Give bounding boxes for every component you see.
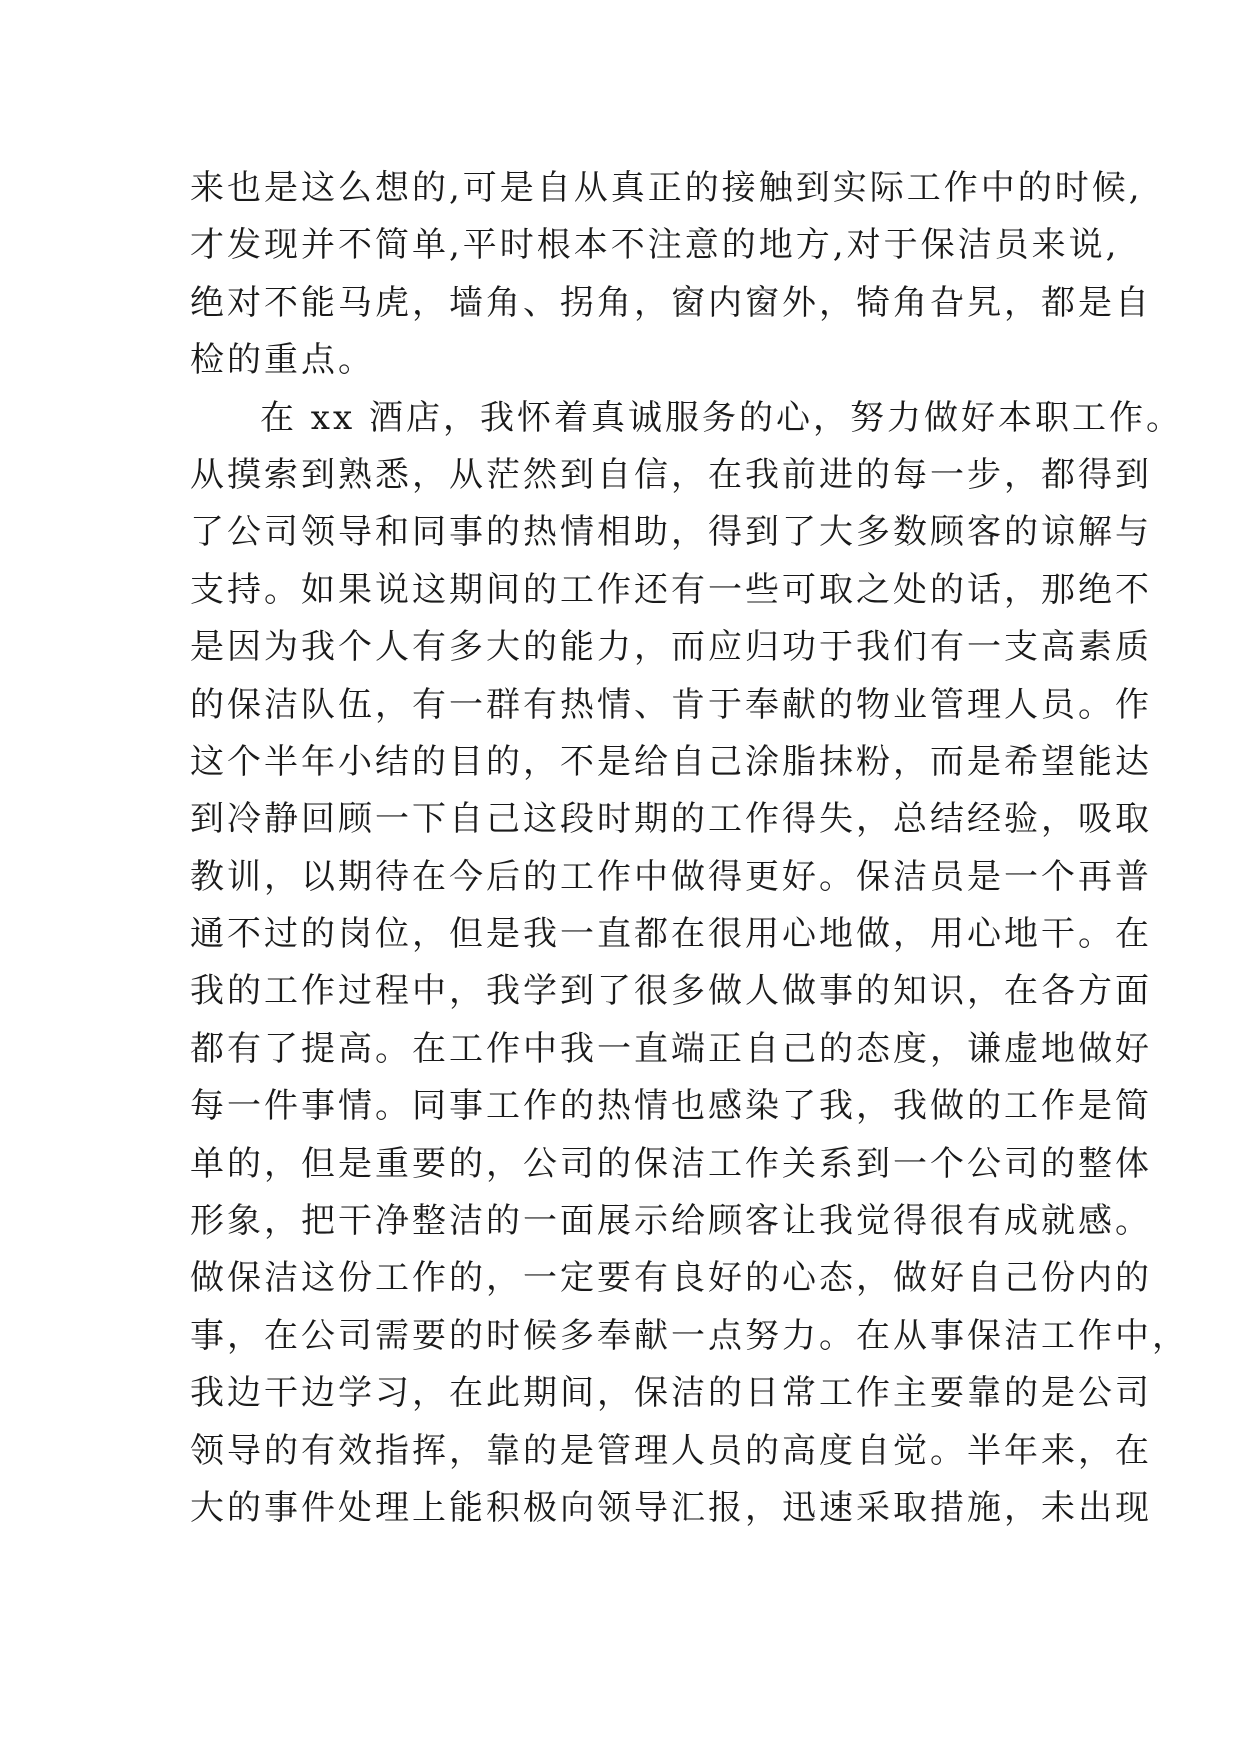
text-line: 每一件事情。同事工作的热情也感染了我，我做的工作是简 — [190, 1086, 1152, 1127]
text-line: 形象，把干净整洁的一面展示给顾客让我觉得很有成就感。 — [190, 1201, 1152, 1242]
text-line: 检的重点。 — [190, 340, 375, 381]
text-line: 到冷静回顾一下自己这段时期的工作得失，总结经验，吸取 — [190, 799, 1152, 840]
paragraph-2 — [190, 390, 1189, 1538]
text-line: 我的工作过程中，我学到了很多做人做事的知识，在各方面 — [190, 971, 1152, 1012]
text-line: 了公司领导和同事的热情相助，得到了大多数顾客的谅解与 — [190, 512, 1152, 553]
text-line: 是因为我个人有多大的能力，而应归功于我们有一支高素质 — [190, 627, 1152, 668]
text-line: 领导的有效指挥，靠的是管理人员的高度自觉。半年来，在 — [190, 1430, 1152, 1471]
document-body — [190, 160, 1189, 1537]
text-line: 绝对不能马虎，墙角、拐角，窗内窗外，犄角旮旯，都是自 — [190, 282, 1152, 323]
text-line: 来也是这么想的,可是自从真正的接触到实际工作中的时候, — [190, 168, 1143, 208]
text-line: 都有了提高。在工作中我一直端正自己的态度，谦虚地做好 — [190, 1028, 1152, 1069]
text-line: 支持。如果说这期间的工作还有一些可取之处的话，那绝不 — [190, 569, 1152, 610]
paragraph-1 — [190, 160, 1152, 390]
text-line-indented: 在 xx 酒店，我怀着真诚服务的心，努力做好本职工作。 — [260, 397, 1183, 438]
text-line: 才发现并不简单,平时根本不注意的地方,对于保洁员来说, — [190, 225, 1120, 266]
text-line: 单的，但是重要的，公司的保洁工作关系到一个公司的整体 — [190, 1143, 1152, 1184]
text-line: 做保洁这份工作的，一定要有良好的心态，做好自己份内的 — [190, 1258, 1152, 1299]
text-line: 的保洁队伍，有一群有热情、肯于奉献的物业管理人员。作 — [190, 684, 1152, 725]
text-line: 教训，以期待在今后的工作中做得更好。保洁员是一个再普 — [190, 856, 1152, 897]
text-line: 事，在公司需要的时候多奉献一点努力。在从事保洁工作中， — [190, 1315, 1189, 1356]
text-line: 我边干边学习，在此期间，保洁的日常工作主要靠的是公司 — [190, 1373, 1152, 1414]
text-line: 这个半年小结的目的，不是给自己涂脂抹粉，而是希望能达 — [190, 741, 1152, 782]
text-line: 通不过的岗位，但是我一直都在很用心地做，用心地干。在 — [190, 914, 1152, 955]
text-line: 从摸索到熟悉，从茫然到自信，在我前进的每一步，都得到 — [190, 454, 1152, 495]
text-line: 大的事件处理上能积极向领导汇报，迅速采取措施，未出现 — [190, 1487, 1152, 1528]
